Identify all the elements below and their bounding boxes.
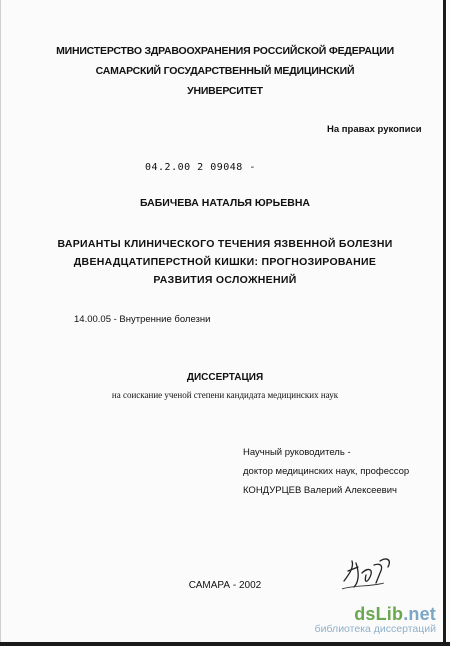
watermark <box>315 604 436 635</box>
city-year: САМАРА - 2002 <box>188 580 262 591</box>
watermark-logo <box>315 604 436 625</box>
supervisor-degree: доктор медицинских наук, профессор <box>243 466 410 477</box>
watermark-caption: библиотека диссертаций <box>314 623 436 635</box>
specialty-code: 14.00.05 - Внутренние болезни <box>74 314 211 325</box>
degree-line: на соискание ученой степени кандидата медицинских наук <box>111 390 339 400</box>
rights-note: На правах рукописи <box>327 124 422 135</box>
institution-line-1: МИНИСТЕРСТВО ЗДРАВООХРАНЕНИЯ РОССИЙСКОЙ ФЕДЕРАЦИИ <box>56 45 394 57</box>
scan-bottom-border <box>0 642 450 646</box>
institution-line-2: САМАРСКИЙ ГОСУДАРСТВЕННЫЙ МЕДИЦИНСКИЙ <box>95 65 355 77</box>
title-line-2: ДВЕНАДЦАТИПЕРСТНОЙ КИШКИ: ПРОГНОЗИРОВАНИЕ <box>73 256 377 268</box>
watermark-logo-main: dsLib <box>354 604 404 624</box>
title-line-1: ВАРИАНТЫ КЛИНИЧЕСКОГО ТЕЧЕНИЯ ЯЗВЕННОЙ БОЛЕЗНИ <box>57 238 393 250</box>
watermark-logo-tld: .net <box>403 604 436 624</box>
title-line-3: РАЗВИТИЯ ОСЛОЖНЕНИЙ <box>153 274 297 286</box>
institution-line-3: УНИВЕРСИТЕТ <box>187 85 263 97</box>
author-name: БАБИЧЕВА НАТАЛЬЯ ЮРЬЕВНА <box>140 197 310 209</box>
registration-stamp: 04.2.00 2 09048 - <box>145 162 256 173</box>
supervisor-name: КОНДУРЦЕВ Валерий Алексеевич <box>243 485 397 496</box>
document-type: ДИССЕРТАЦИЯ <box>186 372 264 383</box>
supervisor-role: Научный руководитель - <box>243 447 351 458</box>
